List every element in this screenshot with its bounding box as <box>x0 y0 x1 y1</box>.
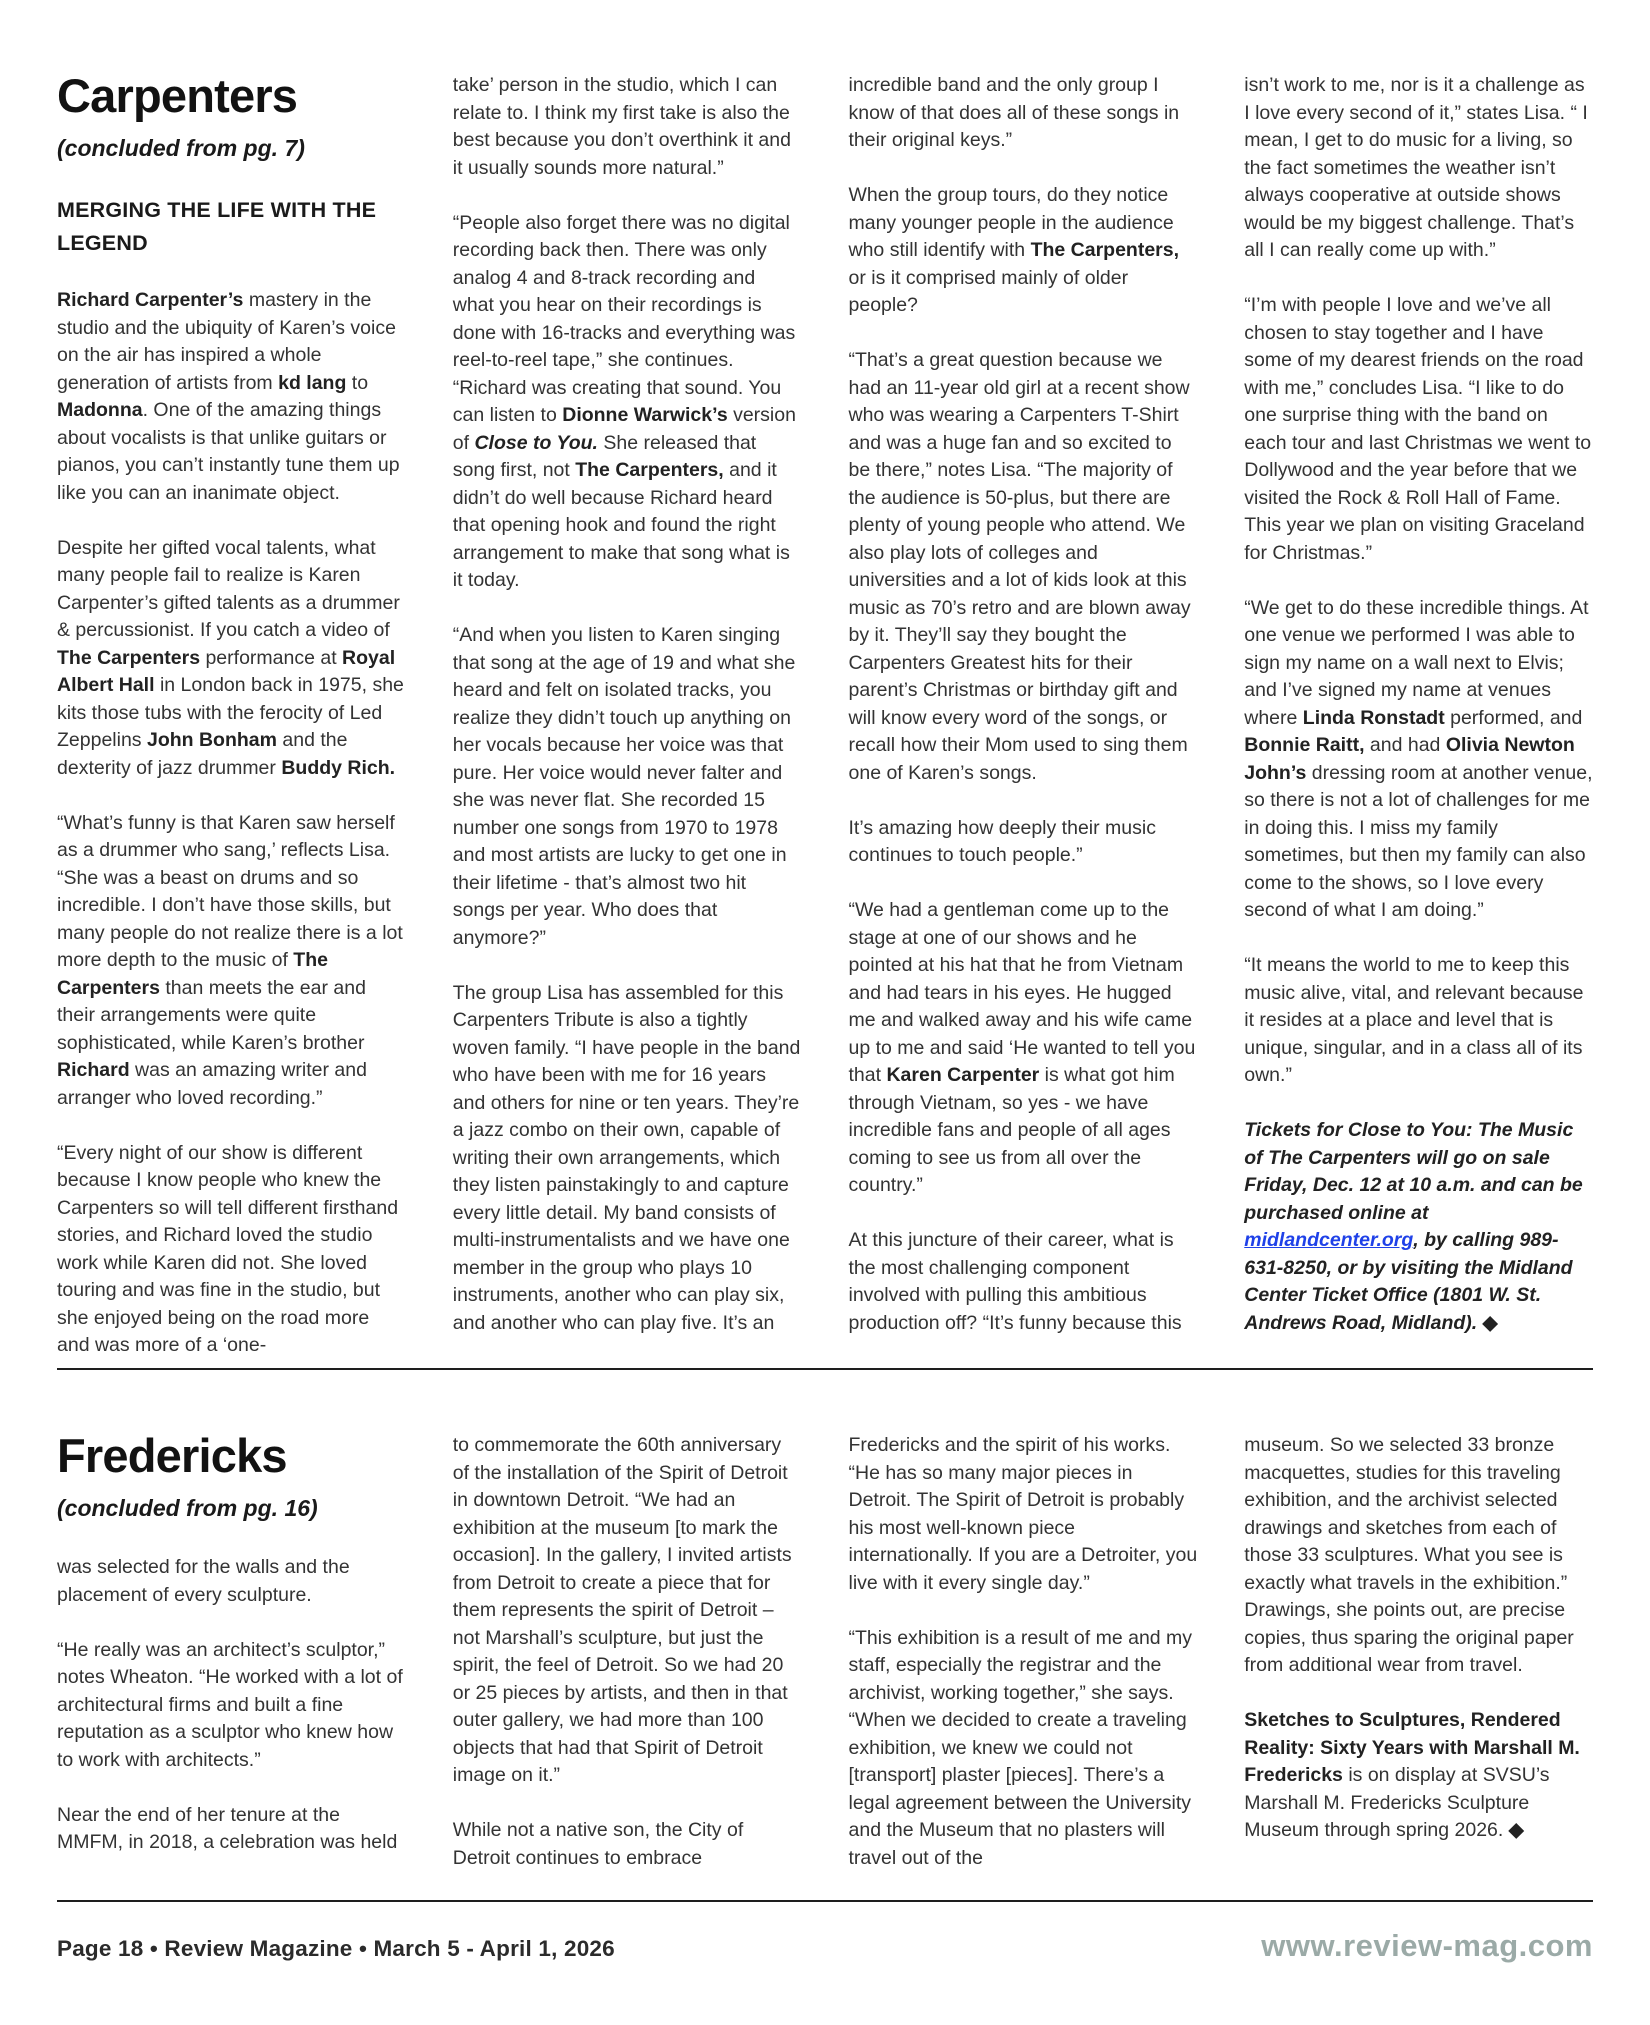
paragraph <box>57 1802 406 1857</box>
paragraph <box>453 72 802 182</box>
carpenters-text-column-4 <box>1244 72 1593 1337</box>
text-segment: “It means the world to me to keep this music alive, vital, and relevant because it resides at a place and level that is unique, singular, and in a class all of its own.” <box>1244 954 1584 1086</box>
paragraph <box>57 1554 406 1609</box>
text-segment: isn’t work to me, nor is it a challenge as I love every second of it,” states Lisa. “ I mean, I get to do music for a living, so the fact sometimes the weather isn’t always cooperative at outside shows would be my biggest challenge. That’s all I can really come up with.” <box>1244 74 1588 261</box>
text-segment: Buddy Rich. <box>281 756 396 779</box>
text-segment: and the dexterity of jazz drummer <box>57 729 348 779</box>
text-segment: museum. So we selected 33 bronze macquettes, studies for this traveling exhibition, and the archivist selected drawings and sketches from each of those 33 sculptures. What you see is exactly what travels in the exhibition.” Drawings, she points out, are precise copies, thus sparing the original paper from additional wear from travel. <box>1244 1434 1574 1676</box>
text-segment: Sketches to Sculptures, Rendered Reality: Sixty Years with Marshall M. Fredericks <box>1244 1709 1580 1786</box>
text-segment: At this juncture of their career, what is the most challenging component involved with pulling this ambitious production off? “It’s funny because this <box>848 1229 1182 1334</box>
text-segment: Near the end of her tenure at the MMFM, in 2018, a celebration was held <box>57 1803 398 1853</box>
text-segment: “This exhibition is a result of me and my staff, especially the registrar and the archivist, working together,” she says. “When we decided to create a traveling exhibition, we knew we could not [transport] plaster [pieces]. There’s a legal agreement between the University and the Museum that no plasters will travel out of the <box>848 1626 1193 1869</box>
text-segment: and had <box>1364 734 1446 756</box>
inline-link[interactable]: midlandcenter.org <box>1244 1229 1414 1251</box>
text-segment: incredible band and the only group I know of that does all of these songs in their original keys.” <box>848 74 1180 151</box>
paragraph <box>849 1625 1198 1873</box>
text-segment: The Carpenters, <box>575 459 724 481</box>
fredericks-text-column-4 <box>1244 1432 1593 1845</box>
carpenters-title: Carpenters <box>57 72 298 122</box>
text-segment: When the group tours, do they notice many younger people in the audience who still identify with <box>848 184 1174 261</box>
paragraph <box>849 1227 1198 1337</box>
text-segment: was selected for the walls and the placement of every sculpture. <box>57 1556 350 1606</box>
text-segment: kd lang <box>278 371 347 394</box>
text-segment: is what got him through Vietnam, so yes - we have incredible fans and people of all ages coming to see us from all over the country.” <box>848 1064 1175 1196</box>
paragraph <box>453 1817 802 1872</box>
paragraph <box>849 897 1198 1200</box>
text-segment: , by calling 989-631-8250, or by visiting the Midland Center Ticket Office (1801 W. St. Andrews Road, Midland). <box>1244 1229 1573 1334</box>
text-segment: Close to You. <box>474 431 598 454</box>
text-segment: or is it comprised mainly of older people? <box>848 266 1129 316</box>
article-divider <box>57 1368 1593 1370</box>
text-segment: . One of the amazing things about vocalists is that unlike guitars or pianos, you can’t instantly tune them up like you can an inanimate object. <box>57 399 400 504</box>
paragraph <box>1244 595 1593 925</box>
text-segment: “I’m with people I love and we’ve all chosen to stay together and I have some of my dearest friends on the road with me,” concludes Lisa. “I like to do one surprise thing with the band on each tour and last Christmas we went to Dollywood and the year before that we visited the Rock & Roll Hall of Fame. This year we plan on visiting Graceland for Christmas.” <box>1244 294 1592 564</box>
fredericks-text-column-2 <box>453 1432 802 1872</box>
text-segment: Linda Ronstadt <box>1302 706 1445 729</box>
paragraph <box>1244 72 1593 265</box>
paragraph <box>1244 1707 1593 1845</box>
carpenters-column-2 <box>453 72 802 1368</box>
carpenters-column-1 <box>57 72 406 1368</box>
paragraph <box>849 815 1198 870</box>
footer-page-info: Page 18 • Review Magazine • March 5 - April 1, 2026 <box>57 1936 615 1961</box>
text-segment: “We get to do these incredible things. At one venue we performed I was able to sign my name on a wall next to Elvis; and I’ve signed my name at venues where <box>1244 596 1589 729</box>
text-segment: than meets the ear and their arrangements were quite sophisticated, while Karen’s brother <box>57 976 366 1054</box>
paragraph <box>57 287 406 507</box>
text-segment: ◆ <box>1508 1819 1524 1841</box>
text-segment: Madonna <box>57 399 143 421</box>
paragraph <box>849 1432 1198 1597</box>
article-carpenters <box>57 72 1593 1368</box>
fredericks-text-column-1 <box>57 1554 406 1857</box>
paragraph <box>57 810 406 1113</box>
text-segment: Fredericks and the spirit of his works. “He has so many major pieces in Detroit. The Spirit of Detroit is probably his most well-known piece internationally. If you are a Detroiter, you live with it every single day.” <box>848 1434 1198 1594</box>
text-segment: Richard Carpenter’s <box>57 289 244 311</box>
text-segment: The Carpenters <box>57 646 201 669</box>
text-segment: Karen Carpenter <box>886 1064 1040 1086</box>
text-segment: “We had a gentleman come up to the stage at one of our shows and he pointed at his hat that he from Vietnam and had tears in his eyes. He hugged me and walked away and his wife came up to me and said ‘He wanted to tell you that <box>848 899 1196 1086</box>
text-segment: While not a native son, the City of Detroit continues to embrace <box>452 1819 744 1869</box>
text-segment: The group Lisa has assembled for this Carpenters Tribute is also a tightly woven family. “I have people in the band who have been with me for 16 years and others for nine or ten years. They’re a jazz combo on their own, capable of writing their own arrangements, which they listen painstakingly to and capture every little detail. My band consists of multi-instrumentalists and we have one member in the group who plays 10 instruments, another who can play six, and another who can play five. It’s an <box>452 981 801 1334</box>
text-segment: John Bonham <box>146 729 277 751</box>
paragraph <box>453 210 802 595</box>
text-segment: She released that song first, not <box>452 431 757 481</box>
paragraph <box>453 1432 802 1790</box>
paragraph <box>1244 292 1593 567</box>
text-segment: “People also forget there was no digital recording back then. There was only analog 4 and 8-track recording and what you hear on their recordings is done with 16-tracks and everything was reel-to-reel tape,” she continues. “Richard was creating that sound. You can listen to <box>452 211 796 426</box>
text-segment: Richard <box>57 1059 130 1081</box>
text-segment: Tickets for Close to You: The Music of The Carpenters will go on sale Friday, Dec. 12 at 10 a.m. and can be purchased online at <box>1244 1119 1583 1224</box>
text-segment: “He really was an architect’s sculptor,” notes Wheaton. “He worked with a lot of architectural firms and built a fine reputation as a sculptor who knew how to work with architects.” <box>57 1638 403 1771</box>
text-segment: “That’s a great question because we had an 11-year old girl at a recent show who was wearing a Carpenters T-Shirt and was a huge fan and so excited to be there,” notes Lisa. “The majority of the audience is 50-plus, but there are plenty of young people who attend. We also play lots of colleges and universities and a lot of kids look at this music as 70’s retro and are blown away by it. They’ll say they bought the Carpenters Greatest hits for their parent’s Christmas or birthday gift and will know every word of the songs, or recall how their Mom used to sing them one of Karen’s songs. <box>848 349 1191 784</box>
text-segment: dressing room at another venue, so there is not a lot of challenges for me in doing this. I miss my family sometimes, but then my family can also come to the shows, so I love every second of what I am doing.” <box>1244 761 1593 921</box>
carpenters-text-column-1 <box>57 287 406 1360</box>
text-segment: “And when you listen to Karen singing that song at the age of 19 and what she heard and felt on isolated tracks, you realize they didn’t touch up anything on her vocals because her voice was that pure. Her voice would never falter and she was never flat. She recorded 15 number one songs from 1970 to 1978 and most artists are lucky to get one in their lifetime - that’s almost two hit songs per year. Who does that anymore?” <box>452 624 796 949</box>
text-segment: was an amazing writer and arranger who loved recording.” <box>57 1059 367 1109</box>
text-segment: is on display at SVSU’s Marshall M. Fredericks Sculpture Museum through spring 2026. <box>1244 1764 1550 1841</box>
paragraph <box>1244 952 1593 1090</box>
text-segment: Olivia Newton John’s <box>1244 734 1575 784</box>
fredericks-title: Fredericks <box>57 1432 287 1482</box>
text-segment: take’ person in the studio, which I can relate to. I think my first take is also the best because you don’t overthink it and it usually sounds more natural.” <box>452 74 791 179</box>
text-segment: Despite her gifted vocal talents, what many people fail to realize is Karen Carpenter’s gifted talents as a drummer & percussionist. If you catch a video of <box>57 536 400 641</box>
article-fredericks <box>57 1432 1593 1900</box>
text-segment: in London back in 1975, she kits those tubs with the ferocity of Led Zeppelins <box>57 674 404 751</box>
paragraph <box>57 535 406 783</box>
text-segment: The Carpenters <box>57 949 328 999</box>
carpenters-text-column-2 <box>453 72 802 1337</box>
carpenters-column-3 <box>849 72 1198 1368</box>
text-segment: It’s amazing how deeply their music continues to touch people.” <box>848 816 1156 866</box>
paragraph <box>1244 1117 1593 1337</box>
text-segment: performance at <box>200 646 343 669</box>
carpenters-column-4 <box>1244 72 1593 1368</box>
footer-divider <box>57 1900 1593 1902</box>
text-segment: to <box>346 371 369 394</box>
text-segment: The Carpenters, <box>1030 239 1180 261</box>
fredericks-text-column-3 <box>849 1432 1198 1872</box>
paragraph <box>57 1140 406 1360</box>
paragraph <box>849 182 1198 320</box>
fredericks-continued-note: (concluded from pg. 16) <box>57 1495 318 1521</box>
text-segment: to commemorate the 60th anniversary of the installation of the Spirit of Detroit in downtown Detroit. “We had an exhibition at the museum [to mark the occasion]. In the gallery, I invited artists from Detroit to create a piece that for them represents the spirit of Detroit – not Marshall’s sculpture, but just the spirit, the feel of Detroit. So we had 20 or 25 pieces by artists, and then in that outer gallery, we had more than 100 objects that had that Spirit of Detroit image on it.” <box>452 1434 792 1786</box>
paragraph <box>453 980 802 1338</box>
paragraph <box>453 622 802 952</box>
paragraph <box>1244 1432 1593 1680</box>
text-segment: mastery in the studio and the ubiquity of Karen’s voice on the air has inspired a whole generation of artists from <box>57 289 396 394</box>
text-segment: “Every night of our show is different because I know people who knew the Carpenters so will tell different firsthand stories, and Richard loved the studio work while Karen did not. She loved touring and was fine in the studio, but she enjoyed being on the road more and was more of a ‘one- <box>57 1141 399 1356</box>
text-segment: version of <box>452 404 796 454</box>
paragraph <box>57 1637 406 1775</box>
text-segment: Royal Albert Hall <box>57 646 396 696</box>
text-segment: ◆ <box>1477 1311 1498 1334</box>
text-segment: Bonnie Raitt, <box>1244 734 1365 756</box>
footer-website-url[interactable]: www.review-mag.com <box>1261 1928 1593 1963</box>
text-segment: Dionne Warwick’s <box>562 404 728 426</box>
fredericks-column-2 <box>453 1432 802 1900</box>
paragraph <box>849 347 1198 787</box>
fredericks-column-4 <box>1244 1432 1593 1900</box>
carpenters-text-column-3 <box>849 72 1198 1337</box>
fredericks-column-3 <box>849 1432 1198 1900</box>
fredericks-column-1 <box>57 1432 406 1900</box>
carpenters-continued-note: (concluded from pg. 7) <box>57 135 305 161</box>
text-segment: performed, and <box>1444 706 1583 729</box>
carpenters-subhead: MERGING THE LIFE WITH THE LEGEND <box>57 198 377 255</box>
text-segment: and it didn’t do well because Richard heard that opening hook and found the right arrangement to make that song what is it today. <box>452 459 790 591</box>
paragraph <box>849 72 1198 155</box>
page-footer <box>57 1928 1593 1964</box>
text-segment: “What’s funny is that Karen saw herself as a drummer who sang,’ reflects Lisa. “She was a beast on drums and so incredible. I don’t have those skills, but many people do not realize there is a lot more depth to the music of <box>57 811 403 971</box>
